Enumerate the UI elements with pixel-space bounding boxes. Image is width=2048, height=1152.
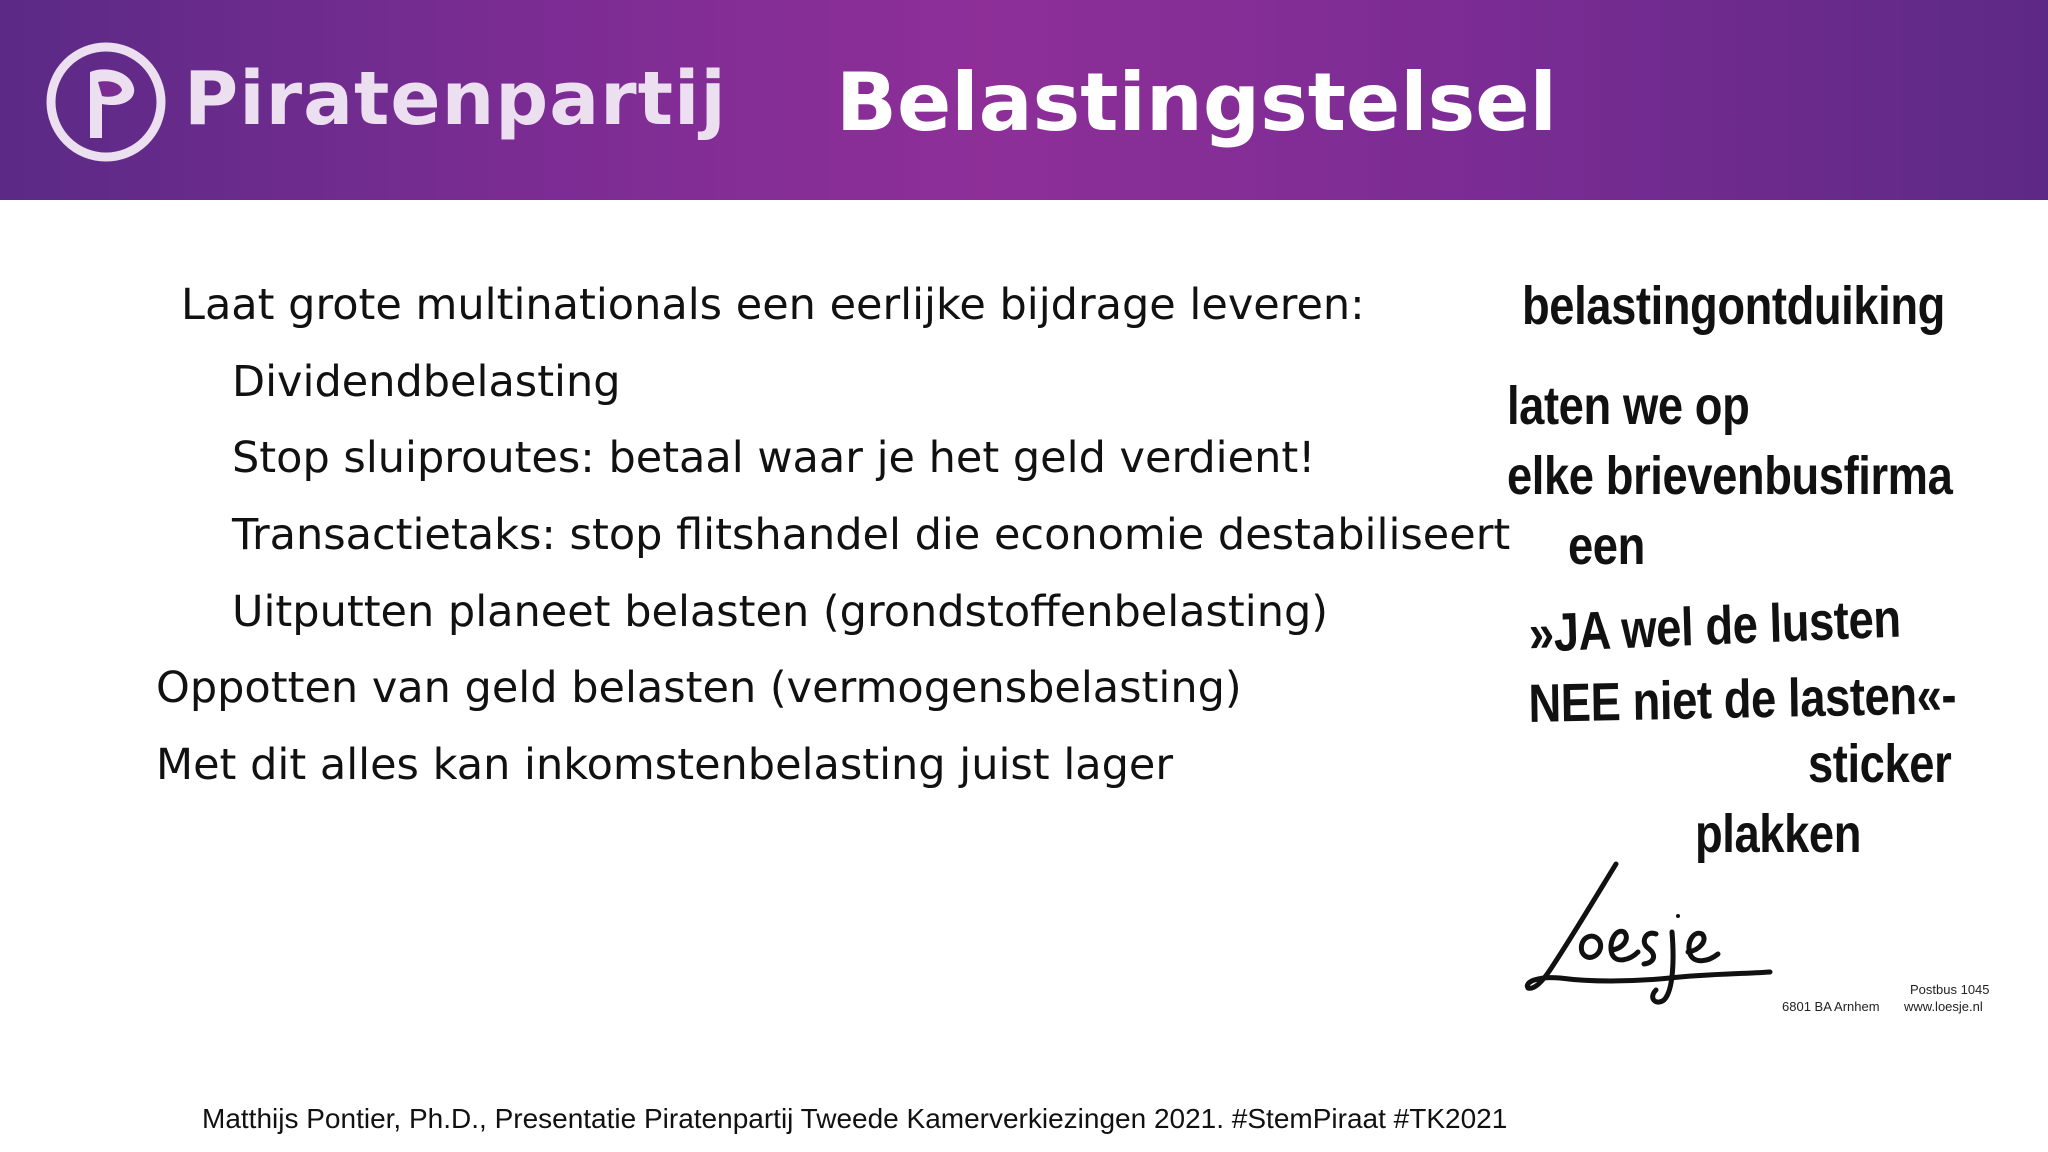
header-banner xyxy=(0,0,2048,200)
poster-line: belastingontduiking xyxy=(1522,276,1945,336)
sub-bullet-line: Dividendbelasting xyxy=(232,357,621,407)
party-name: Piratenpartij xyxy=(184,56,727,142)
slide-title: Belastingstelsel xyxy=(836,56,1557,149)
poster-website: www.loesje.nl xyxy=(1904,999,1983,1014)
poster-line: elke brievenbusfirma xyxy=(1507,446,1953,506)
sub-bullet-line: Uitputten planeet belasten (grondstoffenbelasting) xyxy=(232,587,1329,637)
poster-line: plakken xyxy=(1695,804,1861,864)
bullet-line: Met dit alles kan inkomstenbelasting juist lager xyxy=(156,740,1174,790)
sub-bullet-line: Stop sluiproutes: betaal waar je het geld verdient! xyxy=(232,433,1316,483)
footer-credit: Matthijs Pontier, Ph.D., Presentatie Piratenpartij Tweede Kamerverkiezingen 2021. #StemPiraat #TK2021 xyxy=(202,1103,1508,1134)
bullet-line: Laat grote multinationals een eerlijke bijdrage leveren: xyxy=(181,280,1365,330)
poster-line: »JA wel de lusten xyxy=(1528,588,1902,664)
poster-city: 6801 BA Arnhem xyxy=(1782,999,1880,1014)
poster-line: een xyxy=(1568,516,1645,576)
poster-line: laten we op xyxy=(1507,376,1750,436)
pirate-sail-icon xyxy=(46,42,166,162)
loesje-signature xyxy=(1520,860,1780,1010)
poster-postbus: Postbus 1045 xyxy=(1910,982,1990,997)
loesje-poster xyxy=(1470,255,2015,1045)
sub-bullet-line: Transactietaks: stop flitshandel die economie destabiliseert xyxy=(232,510,1511,560)
poster-line: NEE niet de lasten«- xyxy=(1528,665,1957,734)
bullet-line: Oppotten van geld belasten (vermogensbelasting) xyxy=(156,663,1242,713)
poster-line: sticker xyxy=(1808,734,1952,794)
